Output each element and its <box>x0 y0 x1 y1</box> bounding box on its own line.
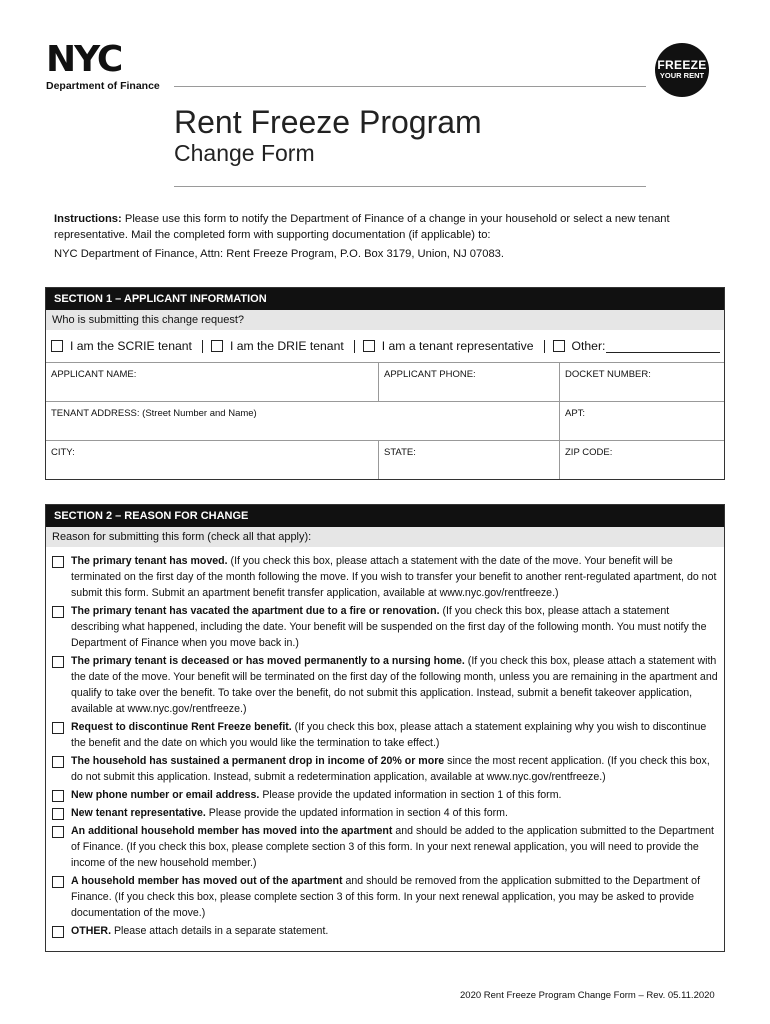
option-other-label: Other: <box>571 339 606 353</box>
option-scrie-label: I am the SCRIE tenant <box>70 339 192 353</box>
reason-title: The household has sustained a permanent drop in income of 20% or more <box>71 755 445 767</box>
option-separator <box>202 340 203 353</box>
reason-item <box>52 603 718 651</box>
badge-bottom-text: YOUR RENT <box>659 71 705 80</box>
reason-detail: Please provide the updated information in section 4 of this form. <box>205 807 508 819</box>
reason-text <box>71 753 718 785</box>
instructions <box>54 211 714 243</box>
checkbox-new-phone-email[interactable] <box>52 790 64 802</box>
reason-item <box>52 719 718 751</box>
reason-title: The primary tenant is deceased or has moved permanently to a nursing home. <box>71 655 465 667</box>
reason-text <box>71 873 718 921</box>
header-divider-top <box>174 86 646 87</box>
footer-revision: 2020 Rent Freeze Program Change Form – Rev. 05.11.2020 <box>460 990 715 1001</box>
reason-item <box>52 873 718 921</box>
applicant-phone-field[interactable]: APPLICANT PHONE: <box>379 363 560 401</box>
checkbox-discontinue-benefit[interactable] <box>52 722 64 734</box>
reason-text <box>71 719 718 751</box>
city-row <box>46 441 724 479</box>
reason-text <box>71 553 718 601</box>
option-representative-label: I am a tenant representative <box>381 339 534 353</box>
section2-question: Reason for submitting this form (check all that apply): <box>46 527 724 547</box>
reason-text <box>71 653 718 717</box>
section1-title: SECTION 1 – APPLICANT INFORMATION <box>46 288 724 310</box>
reason-detail: (If you check this box, please attach a statement explaining why you wish to discontinue the benefit and the date on which you would like the termination to take effect.) <box>71 721 707 749</box>
state-field[interactable]: STATE: <box>379 441 560 479</box>
applicant-row <box>46 363 724 402</box>
reason-detail: Please attach details in a separate statement. <box>111 925 329 937</box>
other-input-line[interactable] <box>606 340 720 353</box>
reason-item <box>52 653 718 717</box>
docket-number-field[interactable]: DOCKET NUMBER: <box>565 369 651 380</box>
checkbox-income-drop[interactable] <box>52 756 64 768</box>
option-other[interactable] <box>553 339 721 353</box>
reason-text <box>71 603 718 651</box>
reason-detail: Please provide the updated information in section 1 of this form. <box>259 789 562 801</box>
instructions-label: Instructions: <box>54 213 122 225</box>
option-separator <box>544 340 545 353</box>
nyc-logo-mark: NYC <box>46 39 122 80</box>
city-field[interactable]: CITY: <box>46 441 379 479</box>
reason-detail: and should be added to the application submitted to the Department of Finance. (If you check this box, please complete section 3 of this form. In your next renewal application, you will need to provide the income of the new household member.) <box>71 825 714 869</box>
reason-item <box>52 823 718 871</box>
checkbox-tenant-representative[interactable] <box>363 340 375 352</box>
reason-text <box>71 805 508 821</box>
tenant-address-field[interactable]: TENANT ADDRESS: (Street Number and Name) <box>46 402 560 440</box>
checkbox-vacated-fire-renovation[interactable] <box>52 606 64 618</box>
reason-text <box>71 823 718 871</box>
reason-title: New tenant representative. <box>71 807 206 819</box>
checkbox-other-reason[interactable] <box>52 926 64 938</box>
section1-question: Who is submitting this change request? <box>46 310 724 330</box>
checkbox-deceased-nursing-home[interactable] <box>52 656 64 668</box>
reason-list <box>46 547 724 951</box>
reason-title: New phone number or email address. <box>71 789 260 801</box>
reason-item <box>52 805 718 821</box>
reason-title: Request to discontinue Rent Freeze benefit. <box>71 721 292 733</box>
reason-detail: since the most recent application. (If you check this box, do not submit this application. Instead, submit a redetermination application, available at www.nyc.gov/rentfreeze.) <box>71 755 710 783</box>
checkbox-other[interactable] <box>553 340 565 352</box>
submitter-options <box>46 330 724 363</box>
reason-detail: and should be removed from the application submitted to the Department of Finance. (If you check this box, please complete section 3 of this form. In your next renewal application, you may be asked to provide documentation of the move.) <box>71 875 701 919</box>
mailing-address: NYC Department of Finance, Attn: Rent Freeze Program, P.O. Box 3179, Union, NJ 07083. <box>54 248 505 260</box>
option-drie-label: I am the DRIE tenant <box>229 339 344 353</box>
section1-box <box>45 287 725 480</box>
option-drie-tenant[interactable] <box>211 339 344 353</box>
reason-item <box>52 923 718 939</box>
reason-text <box>71 787 561 803</box>
reason-title: A household member has moved out of the apartment <box>71 875 343 887</box>
checkbox-new-tenant-representative[interactable] <box>52 808 64 820</box>
badge-top-text: FREEZE <box>657 58 707 72</box>
freeze-your-rent-badge <box>655 43 709 97</box>
reason-title: An additional household member has moved into the apartment <box>71 825 393 837</box>
reason-text <box>71 923 328 939</box>
option-scrie-tenant[interactable] <box>51 339 192 353</box>
zip-code-field[interactable]: ZIP CODE: <box>565 447 613 458</box>
section2-box <box>45 504 725 952</box>
checkbox-primary-tenant-moved[interactable] <box>52 556 64 568</box>
nyc-logo <box>46 39 166 92</box>
department-name: Department of Finance <box>46 80 160 92</box>
reason-item <box>52 753 718 785</box>
reason-title: The primary tenant has vacated the apartment due to a fire or renovation. <box>71 605 440 617</box>
reason-title: OTHER. <box>71 925 112 937</box>
reason-item <box>52 553 718 601</box>
reason-detail: (If you check this box, please attach a statement with the date of the move. Your benefit will be terminated on the first day of the month following the move. If you wish to transfer your benefit to another rent-regulated apartment, do not submit this form. Submit an apartment benefit transfer application, available at www.nyc.gov/rentfreeze.) <box>71 555 717 599</box>
reason-detail: (If you check this box, please attach a statement describing what happened, including the date. Your benefit will be suspended on the first day of the following month. You must notify the Department of Finance when you move back in.) <box>71 605 707 649</box>
reason-title: The primary tenant has moved. <box>71 555 228 567</box>
header-divider-bottom <box>174 186 646 187</box>
page-title: Rent Freeze Program <box>174 104 482 140</box>
checkbox-member-moved-in[interactable] <box>52 826 64 838</box>
page-subtitle: Change Form <box>174 140 315 166</box>
section2-title: SECTION 2 – REASON FOR CHANGE <box>46 505 724 527</box>
instructions-text: Please use this form to notify the Department of Finance of a change in your household or select a new tenant representative. Mail the completed form with supporting documentation (if applicable) to: <box>54 213 670 241</box>
address-row <box>46 402 724 441</box>
option-tenant-representative[interactable] <box>363 339 534 353</box>
applicant-name-field[interactable]: APPLICANT NAME: <box>46 363 379 401</box>
reason-item <box>52 787 718 803</box>
option-separator <box>354 340 355 353</box>
checkbox-member-moved-out[interactable] <box>52 876 64 888</box>
apt-field[interactable]: APT: <box>565 408 586 419</box>
checkbox-scrie-tenant[interactable] <box>51 340 63 352</box>
reason-detail: (If you check this box, please attach a statement with the date of the move. Your benefit will be terminated on the first day of the following month, unless you are remaining in the apartment and qualify to take over the benefit. To take over the benefit, do not submit this application. Instead, submit a benefit takeover application, available at www.nyc.gov/rentfreeze.) <box>71 655 718 715</box>
checkbox-drie-tenant[interactable] <box>211 340 223 352</box>
